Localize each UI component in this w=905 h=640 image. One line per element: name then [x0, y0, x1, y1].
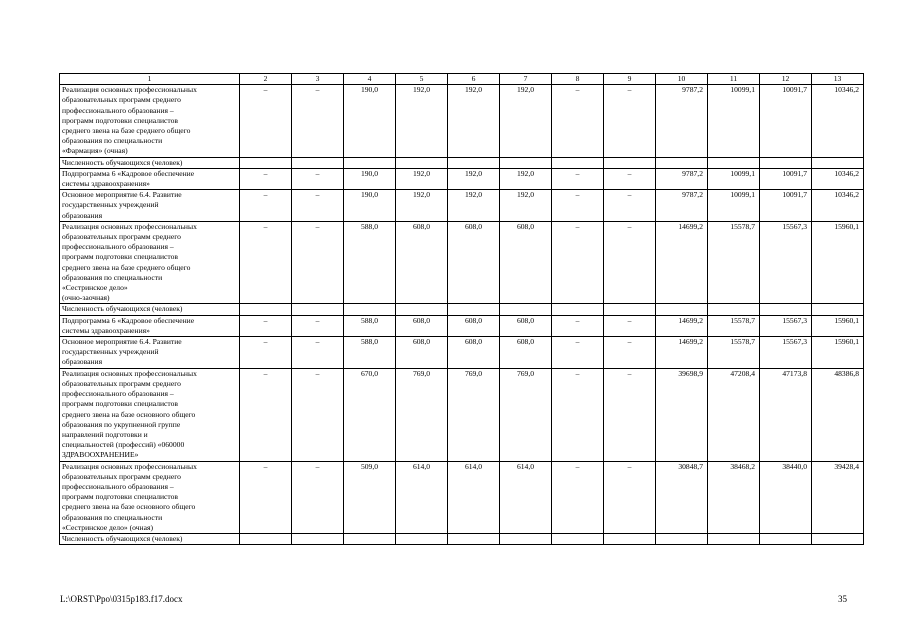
cell-c11: 15578,7: [708, 315, 760, 336]
cell-c13: 15960,1: [812, 221, 864, 304]
cell-c2: –: [240, 315, 292, 336]
cell-c9: –: [604, 337, 656, 369]
cell-c11: 38468,2: [708, 461, 760, 533]
column-header-10: 10: [656, 74, 708, 85]
cell-c12: 10091,7: [760, 168, 812, 189]
cell-c9: –: [604, 221, 656, 304]
cell-c6: 192,0: [448, 190, 500, 222]
cell-c10: 30848,7: [656, 461, 708, 533]
empty-cell: [500, 533, 552, 544]
table-row: [60, 85, 864, 157]
row-label: Основное мероприятие 6.4. Развитие государственных учреждений образования: [60, 190, 240, 222]
column-header-7: 7: [500, 74, 552, 85]
cell-c8: –: [552, 337, 604, 369]
empty-cell: [656, 533, 708, 544]
empty-cell: [552, 533, 604, 544]
row-label: Подпрограмма 6 «Кадровое обеспечение системы здравоохранения»: [60, 315, 240, 336]
cell-c5: 192,0: [396, 190, 448, 222]
empty-cell: [708, 304, 760, 315]
cell-c3: –: [292, 221, 344, 304]
cell-c7: 608,0: [500, 315, 552, 336]
cell-c7: 608,0: [500, 337, 552, 369]
empty-cell: [500, 304, 552, 315]
empty-cell: [344, 157, 396, 168]
cell-c11: 47208,4: [708, 368, 760, 461]
cell-c5: 192,0: [396, 85, 448, 157]
table-row-count-label: [60, 157, 864, 168]
cell-c5: 608,0: [396, 315, 448, 336]
empty-cell: [604, 533, 656, 544]
cell-c5: 614,0: [396, 461, 448, 533]
cell-c3: –: [292, 337, 344, 369]
empty-cell: [708, 533, 760, 544]
table-row: [60, 221, 864, 304]
cell-c8: –: [552, 190, 604, 222]
cell-c4: 190,0: [344, 85, 396, 157]
cell-c10: 9787,2: [656, 168, 708, 189]
empty-cell: [812, 533, 864, 544]
cell-c8: –: [552, 85, 604, 157]
cell-c2: –: [240, 368, 292, 461]
cell-c2: –: [240, 461, 292, 533]
cell-c9: –: [604, 190, 656, 222]
cell-c7: 192,0: [500, 168, 552, 189]
cell-c13: 39428,4: [812, 461, 864, 533]
cell-c3: –: [292, 168, 344, 189]
empty-cell: [604, 157, 656, 168]
cell-c10: 9787,2: [656, 85, 708, 157]
empty-cell: [396, 157, 448, 168]
cell-c6: 192,0: [448, 85, 500, 157]
row-label: Реализация основных профессиональных образовательных программ среднего профессионального образования – программ подготовки специалистов среднего звена на базе среднего общего образования по специальности «Фармация» (очная): [60, 85, 240, 157]
empty-cell: [656, 157, 708, 168]
column-header-8: 8: [552, 74, 604, 85]
cell-c9: –: [604, 315, 656, 336]
cell-c7: 614,0: [500, 461, 552, 533]
column-header-2: 2: [240, 74, 292, 85]
cell-c11: 10099,1: [708, 85, 760, 157]
cell-c9: –: [604, 85, 656, 157]
row-label: Численность обучающихся (человек): [60, 157, 240, 168]
cell-c2: –: [240, 190, 292, 222]
cell-c13: 15960,1: [812, 315, 864, 336]
page-number: 35: [838, 594, 847, 604]
table-row: [60, 315, 864, 336]
cell-c13: 10346,2: [812, 168, 864, 189]
cell-c12: 47173,8: [760, 368, 812, 461]
empty-cell: [448, 533, 500, 544]
empty-cell: [656, 304, 708, 315]
empty-cell: [812, 157, 864, 168]
cell-c8: –: [552, 461, 604, 533]
document-path: L:\ORST\Ppo\0315p183.f17.docx: [60, 594, 183, 604]
cell-c4: 190,0: [344, 168, 396, 189]
empty-cell: [760, 157, 812, 168]
cell-c11: 15578,7: [708, 221, 760, 304]
empty-cell: [604, 304, 656, 315]
empty-cell: [708, 157, 760, 168]
empty-cell: [240, 304, 292, 315]
row-label: Численность обучающихся (человек): [60, 533, 240, 544]
empty-cell: [344, 533, 396, 544]
empty-cell: [292, 157, 344, 168]
cell-c4: 588,0: [344, 221, 396, 304]
cell-c10: 39698,9: [656, 368, 708, 461]
empty-cell: [396, 304, 448, 315]
cell-c6: 614,0: [448, 461, 500, 533]
column-header-9: 9: [604, 74, 656, 85]
empty-cell: [292, 533, 344, 544]
table-row-count-label: [60, 533, 864, 544]
cell-c7: 769,0: [500, 368, 552, 461]
empty-cell: [812, 304, 864, 315]
cell-c9: –: [604, 461, 656, 533]
cell-c11: 15578,7: [708, 337, 760, 369]
cell-c5: 608,0: [396, 221, 448, 304]
cell-c3: –: [292, 85, 344, 157]
table-header-row: [60, 74, 864, 85]
cell-c11: 10099,1: [708, 168, 760, 189]
cell-c5: 192,0: [396, 168, 448, 189]
column-header-13: 13: [812, 74, 864, 85]
empty-cell: [500, 157, 552, 168]
cell-c6: 608,0: [448, 337, 500, 369]
column-header-4: 4: [344, 74, 396, 85]
cell-c5: 608,0: [396, 337, 448, 369]
cell-c13: 15960,1: [812, 337, 864, 369]
empty-cell: [448, 304, 500, 315]
cell-c12: 10091,7: [760, 85, 812, 157]
cell-c12: 15567,3: [760, 221, 812, 304]
column-header-3: 3: [292, 74, 344, 85]
empty-cell: [448, 157, 500, 168]
cell-c2: –: [240, 168, 292, 189]
cell-c7: 608,0: [500, 221, 552, 304]
empty-cell: [240, 157, 292, 168]
cell-c12: 38440,0: [760, 461, 812, 533]
cell-c6: 608,0: [448, 315, 500, 336]
column-header-5: 5: [396, 74, 448, 85]
cell-c7: 192,0: [500, 85, 552, 157]
cell-c8: –: [552, 221, 604, 304]
cell-c13: 10346,2: [812, 85, 864, 157]
cell-c6: 608,0: [448, 221, 500, 304]
row-label: Основное мероприятие 6.4. Развитие государственных учреждений образования: [60, 337, 240, 369]
empty-cell: [760, 533, 812, 544]
cell-c2: –: [240, 85, 292, 157]
cell-c8: –: [552, 315, 604, 336]
cell-c12: 15567,3: [760, 337, 812, 369]
cell-c8: –: [552, 168, 604, 189]
empty-cell: [292, 304, 344, 315]
table-row-count-label: [60, 304, 864, 315]
cell-c3: –: [292, 315, 344, 336]
column-header-12: 12: [760, 74, 812, 85]
column-header-11: 11: [708, 74, 760, 85]
table-row: [60, 190, 864, 222]
row-label: Подпрограмма 6 «Кадровое обеспечение системы здравоохранения»: [60, 168, 240, 189]
empty-cell: [240, 533, 292, 544]
cell-c6: 192,0: [448, 168, 500, 189]
table-row: [60, 337, 864, 369]
cell-c3: –: [292, 461, 344, 533]
cell-c7: 192,0: [500, 190, 552, 222]
cell-c4: 509,0: [344, 461, 396, 533]
empty-cell: [396, 533, 448, 544]
cell-c9: –: [604, 168, 656, 189]
column-header-6: 6: [448, 74, 500, 85]
cell-c6: 769,0: [448, 368, 500, 461]
cell-c12: 10091,7: [760, 190, 812, 222]
row-label: Реализация основных профессиональных образовательных программ среднего профессионального образования – программ подготовки специалистов среднего звена на базе среднего общего образования по специальности «Сестринское дело» (очно-заочная): [60, 221, 240, 304]
budget-table: [59, 73, 864, 545]
empty-cell: [344, 304, 396, 315]
cell-c8: –: [552, 368, 604, 461]
cell-c3: –: [292, 368, 344, 461]
table-row: [60, 368, 864, 461]
cell-c2: –: [240, 337, 292, 369]
row-label: Реализация основных профессиональных образовательных программ среднего профессионального образования – программ подготовки специалистов среднего звена на базе основного общего образования по укрупненной группе направлений подготовки и специальностей (профессий) «060000 ЗДРАВООХРАНЕНИЕ»: [60, 368, 240, 461]
empty-cell: [760, 304, 812, 315]
table-row: [60, 461, 864, 533]
cell-c4: 670,0: [344, 368, 396, 461]
column-header-1: 1: [60, 74, 240, 85]
cell-c13: 10346,2: [812, 190, 864, 222]
cell-c9: –: [604, 368, 656, 461]
cell-c10: 9787,2: [656, 190, 708, 222]
cell-c10: 14699,2: [656, 337, 708, 369]
cell-c10: 14699,2: [656, 221, 708, 304]
cell-c4: 588,0: [344, 315, 396, 336]
cell-c11: 10099,1: [708, 190, 760, 222]
cell-c13: 48386,8: [812, 368, 864, 461]
cell-c2: –: [240, 221, 292, 304]
cell-c12: 15567,3: [760, 315, 812, 336]
row-label: Реализация основных профессиональных образовательных программ среднего профессионального образования – программ подготовки специалистов среднего звена на базе основного общего образования по специальности «Сестринское дело» (очная): [60, 461, 240, 533]
empty-cell: [552, 157, 604, 168]
empty-cell: [552, 304, 604, 315]
cell-c4: 588,0: [344, 337, 396, 369]
cell-c10: 14699,2: [656, 315, 708, 336]
table-row: [60, 168, 864, 189]
row-label: Численность обучающихся (человек): [60, 304, 240, 315]
cell-c4: 190,0: [344, 190, 396, 222]
cell-c5: 769,0: [396, 368, 448, 461]
cell-c3: –: [292, 190, 344, 222]
